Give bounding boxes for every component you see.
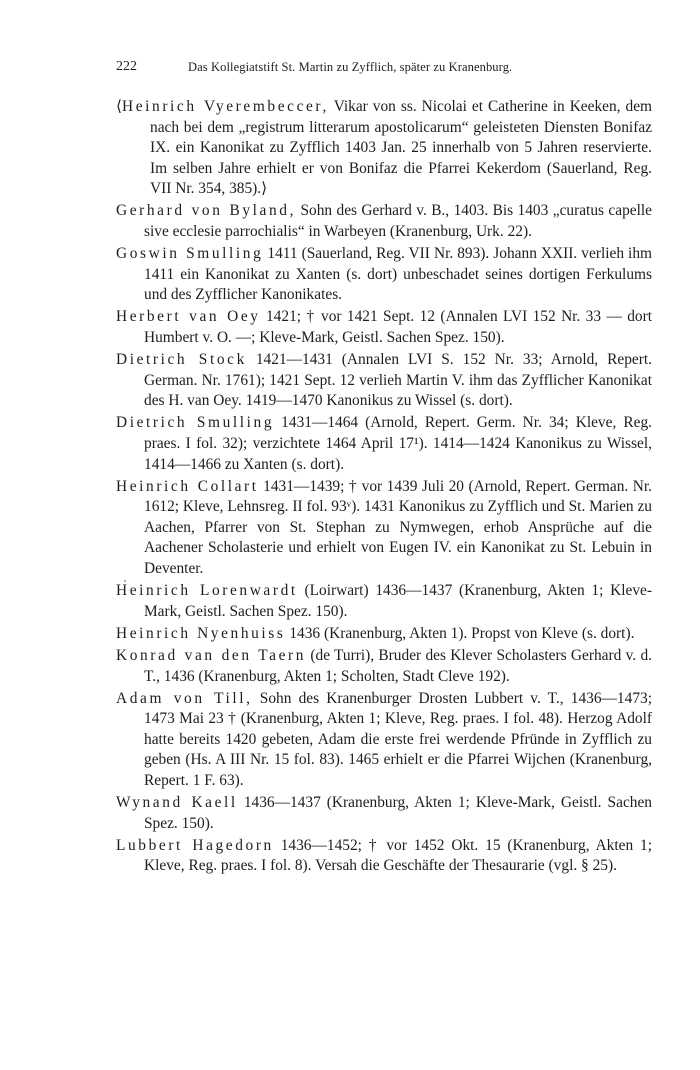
entry-name: Lubbert Hagedorn [116,836,274,854]
entry-text: Vikar von ss. Nicolai et Catherine in Keeken, dem nach bei dem „registrum litterarum apostolicarum“ geleisteten Diensten Bonifaz IX. ein Kanonikat zu Zyfflich 1403 Jan. 25 innerhalb von 5 Jahren reservierte. Im selben Jahre erhielt er von Bonifaz die Pfarrei Kekerdom (Sauerland, Reg. VII Nr. 354, 385).⟩ [150,98,652,198]
entry-text: 1431—1464 (Arnold, Repert. Germ. Nr. 34; Kleve, Reg. praes. I fol. 32); verzichtete 1464 April 17¹). 1414—1424 Kanonikus zu Wissel, 1414—1466 zu Xanten (s. dort). [144,414,652,473]
entry-name: Konrad van den Taern [116,646,307,664]
entry-heinrich-lorenwardt [116,581,652,622]
entry-text: (Loirwart) 1436—1437 (Kranenburg, Akten 1; Kleve-Mark, Geistl. Sachen Spez. 150). [144,582,652,620]
entry-name: Herbert van Oey [116,308,261,326]
entry-text: Sohn des Gerhard v. B., 1403. Bis 1403 „curatus capelle sive ecclesie parrochialis“ in Warbeyen (Kranenburg, Urk. 22). [144,202,652,241]
entry-text: 1431—1439; † vor 1439 Juli 20 (Arnold, Repert. German. Nr. 1612; Kleve, Lehnsreg. II fol. 93ᵛ). 1431 Kanonikus zu Zyfflich und St. Marien zu Aachen, Pfarrer von St. Stephan zu Nymwegen, erhob Ansprüche auf die Aachener Scholasterie und erhielt von Eugen IV. ein Kanonikat zu St. Lebuin in Deventer. [144,477,652,578]
entry-name: Adam von Till, [116,689,253,707]
entry-konrad-van-den-taern [116,646,652,687]
entry-name: Heinrich Nyenhuiss [116,624,286,642]
entry-name: Gerhard von Byland, [116,202,297,220]
entry-gerhard-von-byland [116,201,652,242]
scan-speck [124,580,126,582]
entry-text: 1411 (Sauerland, Reg. VII Nr. 893). Johann XXII. verlieh ihm 1411 ein Kanonikat zu Xanten (s. dort) unbeschadet seines dortigen Ferkulums und des Zyfflicher Kanonikates. [144,245,652,304]
entry-name: Wynand Kaell [116,794,238,812]
entry-name: Dietrich Stock [116,351,247,369]
entry-text: (de Turri), Bruder des Klever Scholasters Gerhard v. d. T., 1436 (Kranenburg, Akten 1; Scholten, Stadt Cleve 192). [144,646,652,685]
entry-dietrich-stock [116,350,652,412]
entry-heinrich-collart [116,477,652,580]
entry-open-bracket: ⟨ [116,98,123,115]
entry-dietrich-smulling [116,413,652,475]
entry-text: 1436 (Kranenburg, Akten 1). Propst von Kleve (s. dort). [285,624,635,642]
entry-adam-von-till [116,689,652,792]
entry-heinrich-vyerembeccer [116,97,652,200]
entry-text: 1421—1431 (Annalen LVI S. 152 Nr. 33; Arnold, Repert. German. Nr. 1761); 1421 Sept. 12 verlieh Martin V. ihm das Zyfflicher Kanonikat des H. van Oey. 1419—1470 Kanonikus zu Wissel (s. dort). [144,351,652,410]
entry-goswin-smulling [116,244,652,306]
entry-name: Goswin Smulling [116,245,264,263]
page-number: 222 [116,59,137,74]
entry-list [116,97,652,878]
entry-text: 1436—1452; † vor 1452 Okt. 15 (Kranenburg, Akten 1; Kleve, Reg. praes. I fol. 8). Versah die Geschäfte der Thesaurarie (vgl. § 25). [144,836,652,875]
entry-name: Heinrich Lorenwardt [116,582,298,600]
running-title: Das Kollegiatstift St. Martin zu Zyfflich, später zu Kranenburg. [188,60,513,74]
running-head [116,56,652,78]
entry-name: Heinrich Collart [116,477,259,495]
entry-name: Heinrich Vyerembeccer, [122,98,329,115]
entry-text: 1421; † vor 1421 Sept. 12 (Annalen LVI 152 Nr. 33 — dort Humbert v. O. —; Kleve-Mark, Geistl. Sachen Spez. 150). [144,308,652,347]
entry-lubbert-hagedorn [116,836,652,877]
entry-name: Dietrich Smulling [116,414,275,432]
entry-herbert-van-oey [116,307,652,348]
entry-text: Sohn des Kranenburger Drosten Lubbert v. T., 1436—1473; 1473 Mai 23 † (Kranenburg, Akten 1; Kleve, Reg. praes. I fol. 48). Herzog Adolf hatte bereits 1420 gebeten, Adam die erste frei werdende Pfründe in Zyfflich zu geben (Hs. A III Nr. 15 fol. 83). 1465 erhielt er die Pfarrei Wijchen (Kranenburg, Repert. 1 F. 63). [144,689,652,789]
entry-wynand-kaell [116,793,652,834]
entry-text: 1436—1437 (Kranenburg, Akten 1; Kleve-Mark, Geistl. Sachen Spez. 150). [144,794,652,832]
entry-heinrich-nyenhuiss [116,624,652,645]
